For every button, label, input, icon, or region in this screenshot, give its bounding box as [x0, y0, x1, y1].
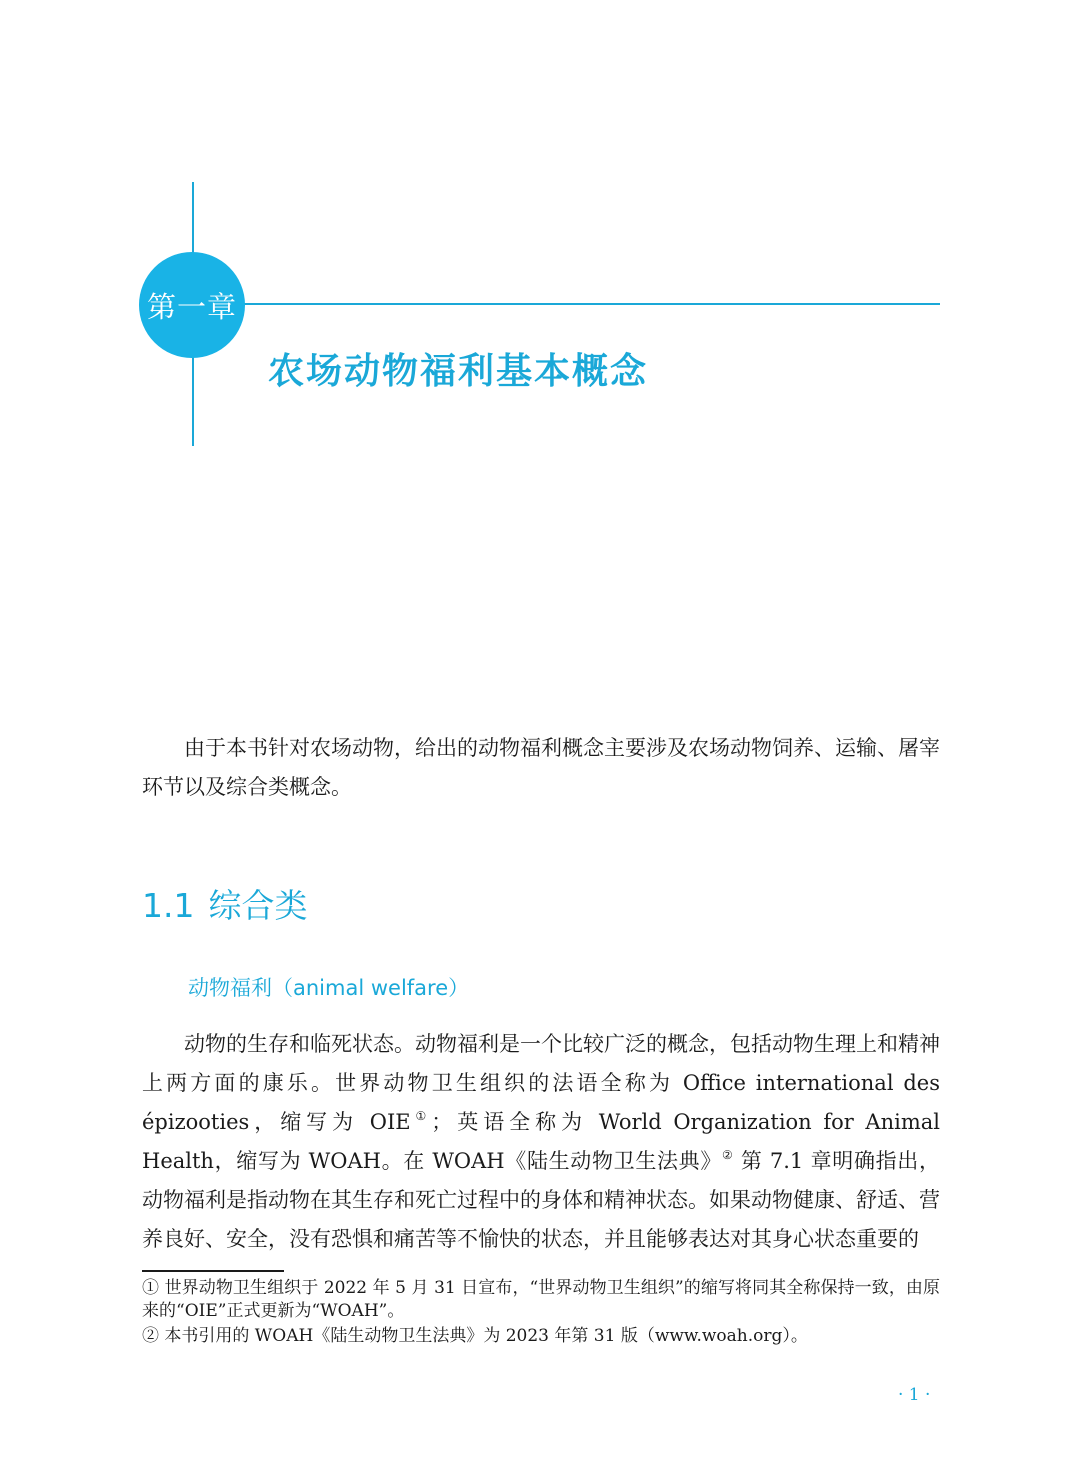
footnote-2: ② 本书引用的 WOAH《陆生动物卫生法典》为 2023 年第 31 版（www.woah.org）。	[142, 1326, 808, 1346]
footnotes	[142, 1277, 940, 1350]
body-text-part1: 动物的生存和临死状态。动物福利是一个比较广泛的概念，包括动物生理上和精神上两方面的康乐。世界动物卫生组织的法语全称为 Office international des épizooties，缩写为 OIE	[142, 1032, 940, 1134]
body-paragraph	[142, 1025, 940, 1259]
term-heading: 动物福利（animal welfare）	[188, 976, 470, 1000]
footnote-ref-1[interactable]: ①	[410, 1109, 432, 1123]
chapter-label: 第一章	[146, 289, 237, 324]
chapter-badge	[139, 252, 245, 358]
page-number: · 1 ·	[898, 1385, 931, 1405]
body-text-part2: ；英语全称为 World Organization for Animal Health，缩写为 WOAH。在 WOAH《陆生动物卫生法典》	[142, 1110, 940, 1173]
section-heading	[142, 880, 307, 927]
section-title: 综合类	[208, 886, 308, 925]
chapter-title: 农场动物福利基本概念	[268, 350, 649, 392]
intro-paragraph: 由于本书针对农场动物，给出的动物福利概念主要涉及农场动物饲养、运输、屠宰环节以及综合类概念。	[142, 736, 940, 799]
chapter-horizontal-rule	[240, 303, 940, 305]
footnote-ref-2[interactable]: ②	[722, 1148, 734, 1162]
section-number: 1.1	[142, 886, 195, 925]
footnote-1: ① 世界动物卫生组织于 2022 年 5 月 31 日宣布，“世界动物卫生组织”的缩写将同其全称保持一致，由原来的“OIE”正式更新为“WOAH”。	[142, 1278, 940, 1321]
footnote-rule	[142, 1270, 284, 1272]
body-text-part3: 第 7.1 章明确指出，动物福利是指动物在其生存和死亡过程中的身体和精神状态。如果动物健康、舒适、营养良好、安全，没有恐惧和痛苦等不愉快的状态，并且能够表达对其身心状态重要的	[142, 1149, 940, 1251]
